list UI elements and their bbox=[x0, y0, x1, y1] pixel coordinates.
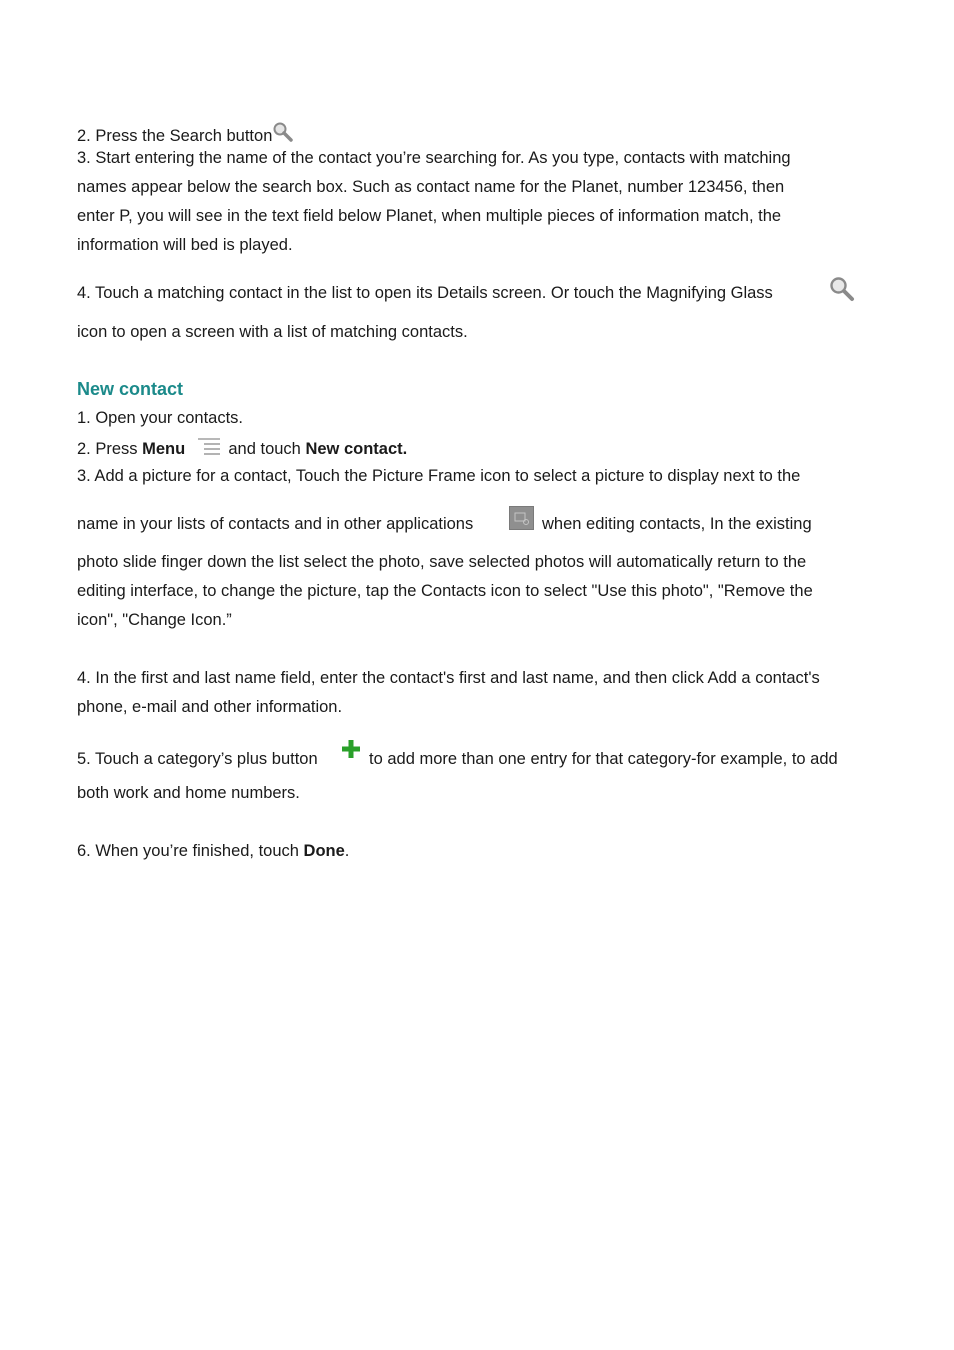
new-contact-step-3-line-4: editing interface, to change the picture, tap the Contacts icon to select "Use this photo", "Remove the bbox=[77, 582, 813, 600]
new-contact-step-5-line-2: both work and home numbers. bbox=[77, 784, 300, 802]
new-contact-step-3-line-2b: when editing contacts, In the existing bbox=[542, 515, 812, 533]
search-step-3-line-4: information will bed is played. bbox=[77, 236, 293, 254]
plus-icon bbox=[341, 739, 361, 759]
search-step-4-line-2: icon to open a screen with a list of matching contacts. bbox=[77, 323, 468, 341]
new-contact-step-2: 2. Press Menu and touch New contact. bbox=[77, 437, 407, 459]
search-step-3-line-1: 3. Start entering the name of the contact you’re searching for. As you type, contacts with matching bbox=[77, 149, 791, 167]
new-contact-step-5-line-1b: to add more than one entry for that category-for example, to add bbox=[369, 750, 838, 768]
magnifying-glass-icon bbox=[828, 275, 856, 303]
picture-frame-icon bbox=[509, 506, 534, 530]
new-contact-step-4-line-2: phone, e-mail and other information. bbox=[77, 698, 343, 716]
search-step-4-line-1: 4. Touch a matching contact in the list to open its Details screen. Or touch the Magnifying Glass bbox=[77, 284, 773, 302]
menu-icon bbox=[196, 437, 222, 457]
new-contact-step-3-line-5: icon", "Change Icon.” bbox=[77, 611, 232, 629]
new-contact-step-3-line-3: photo slide finger down the list select the photo, save selected photos will automatically return to the bbox=[77, 553, 807, 571]
new-contact-step-1: 1. Open your contacts. bbox=[77, 409, 244, 427]
new-contact-step-6: 6. When you’re finished, touch Done. bbox=[77, 842, 350, 860]
search-step-2: 2. Press the Search button bbox=[77, 121, 294, 146]
new-contact-step-5-line-1a: 5. Touch a category’s plus button bbox=[77, 750, 318, 768]
new-contact-step-3-line-2a: name in your lists of contacts and in other applications bbox=[77, 515, 474, 533]
search-step-3-line-3: enter P, you will see in the text field below Planet, when multiple pieces of information match, the bbox=[77, 207, 782, 225]
search-icon bbox=[272, 121, 294, 143]
search-step-3-line-2: names appear below the search box. Such as contact name for the Planet, number 123456, then bbox=[77, 178, 785, 196]
new-contact-step-3-line-1: 3. Add a picture for a contact, Touch the Picture Frame icon to select a picture to display next to the bbox=[77, 467, 801, 485]
new-contact-step-4-line-1: 4. In the first and last name field, enter the contact's first and last name, and then click Add a contact's bbox=[77, 669, 820, 687]
section-heading-new-contact: New contact bbox=[77, 379, 184, 399]
